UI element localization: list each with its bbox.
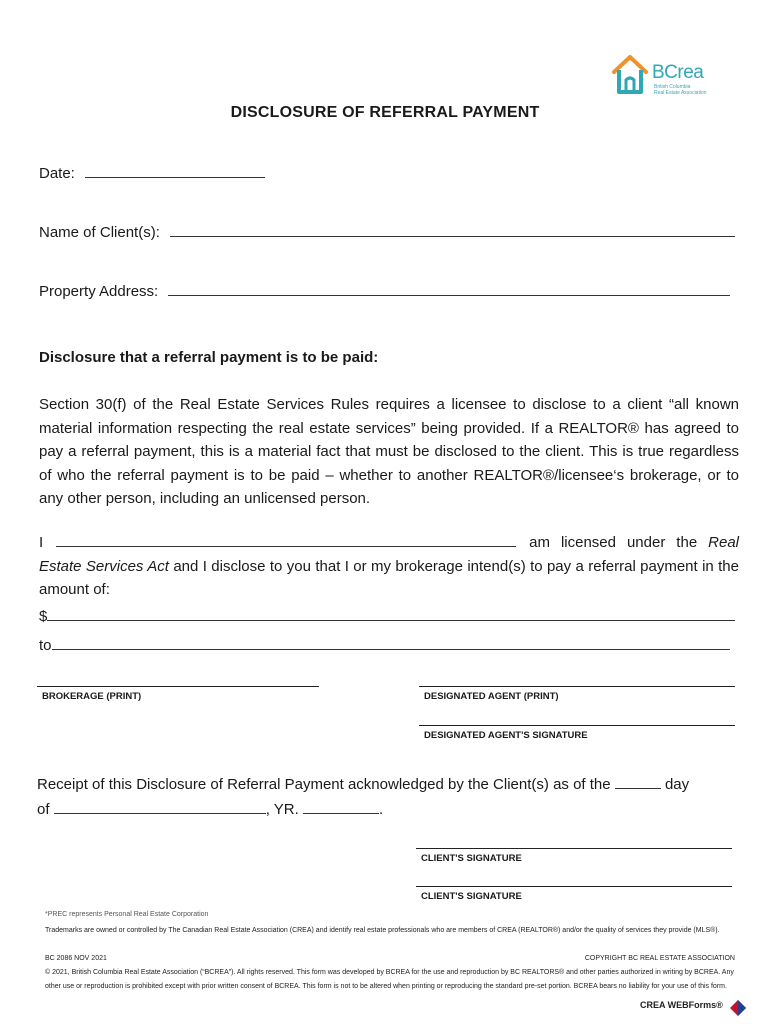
client-signature-label-1: CLIENT'S SIGNATURE bbox=[421, 853, 522, 864]
property-address-input-line[interactable] bbox=[168, 283, 730, 296]
client-name-input-line[interactable] bbox=[170, 224, 735, 237]
disclosure-heading: Disclosure that a referral payment is to be paid: bbox=[39, 349, 379, 366]
property-address-label: Property Address: bbox=[39, 283, 159, 300]
client-signature-line-1[interactable] bbox=[416, 848, 732, 849]
payee-input-line[interactable] bbox=[52, 637, 730, 650]
amount-field[interactable] bbox=[39, 608, 735, 625]
amount-input-line[interactable] bbox=[47, 608, 735, 621]
receipt-statement: Receipt of this Disclosure of Referral Payment acknowledged by the Client(s) as of the day of , YR. . bbox=[37, 776, 690, 818]
client-name-field[interactable] bbox=[39, 224, 735, 241]
receipt-month-input-line[interactable] bbox=[54, 801, 266, 814]
crea-webforms-mark: CREA WEBForms® bbox=[640, 1000, 723, 1010]
form-id: BC 2086 NOV 2021 bbox=[45, 955, 107, 962]
act-name: Real Estate Services Act bbox=[39, 534, 740, 575]
prec-note: *PREC represents Personal Real Estate Corporation bbox=[45, 911, 209, 918]
agent-print-label: DESIGNATED AGENT (PRINT) bbox=[424, 691, 559, 702]
disclosure-paragraph: Section 30(f) of the Real Estate Services Rules requires a licensee to disclose to a client “all known material information respecting the real estate services” being provided. If a REALTOR® has agreed to pay a referral payment, this is a material fact that must be disclosed to the client. This is true regardless of who the referral payment is to be paid – whether to another REALTOR®/licensee‘s brokerage, or to any other person, including an unlicensed person. bbox=[39, 396, 739, 507]
client-signature-label-2: CLIENT'S SIGNATURE bbox=[421, 891, 522, 902]
agent-signature-line[interactable] bbox=[419, 725, 735, 726]
amount-label: $ bbox=[39, 608, 48, 625]
copyright-note: COPYRIGHT BC REAL ESTATE ASSOCIATION bbox=[584, 955, 735, 962]
receipt-day-input-line[interactable] bbox=[615, 776, 661, 789]
client-name-label: Name of Client(s): bbox=[39, 224, 160, 241]
date-field[interactable] bbox=[39, 165, 265, 182]
brokerage-label: BROKERAGE (PRINT) bbox=[42, 691, 142, 702]
licensee-name-input-line[interactable] bbox=[56, 534, 516, 547]
payee-label: to bbox=[39, 637, 52, 654]
date-label: Date: bbox=[39, 165, 75, 182]
agent-print-line[interactable] bbox=[419, 686, 735, 687]
trademarks-note: Trademarks are owned or controlled by The Canadian Real Estate Association (CREA) and identify real estate professionals who are members of CREA (REALTOR®) and/or the quality of services they provide (MLS®). bbox=[45, 927, 720, 934]
logo-subtitle: British Columbia Real Estate Association bbox=[654, 84, 707, 96]
payee-field[interactable] bbox=[39, 637, 730, 654]
licensed-statement: I am licensed under the Real Estate Services Act and I disclose to you that I or my brokerage intend(s) to pay a referral payment in the amount of: bbox=[39, 534, 740, 598]
brokerage-line[interactable] bbox=[37, 686, 319, 687]
logo-wordmark: BCrea bbox=[652, 62, 704, 83]
client-signature-line-2[interactable] bbox=[416, 886, 732, 887]
agent-signature-label: DESIGNATED AGENT'S SIGNATURE bbox=[424, 730, 588, 741]
crea-webforms-icon bbox=[728, 998, 748, 1018]
rights-note: © 2021, British Columbia Real Estate Association (“BCREA”). All rights reserved. This form was developed by BCREA for the use and reproduction by BC REALTORS® and other parties authorized in writing by BCREA. Any other use or reproduction is prohibited except with prior written consent of BCREA. This form is not to be altered when printing or reproducing the standard pre-set portion. BCREA bears no liability for your use of this form. bbox=[45, 969, 734, 990]
page-title: DISCLOSURE OF REFERRAL PAYMENT bbox=[230, 104, 540, 121]
date-input-line[interactable] bbox=[85, 165, 265, 178]
receipt-year-input-line[interactable] bbox=[303, 801, 379, 814]
property-address-field[interactable] bbox=[39, 283, 730, 300]
